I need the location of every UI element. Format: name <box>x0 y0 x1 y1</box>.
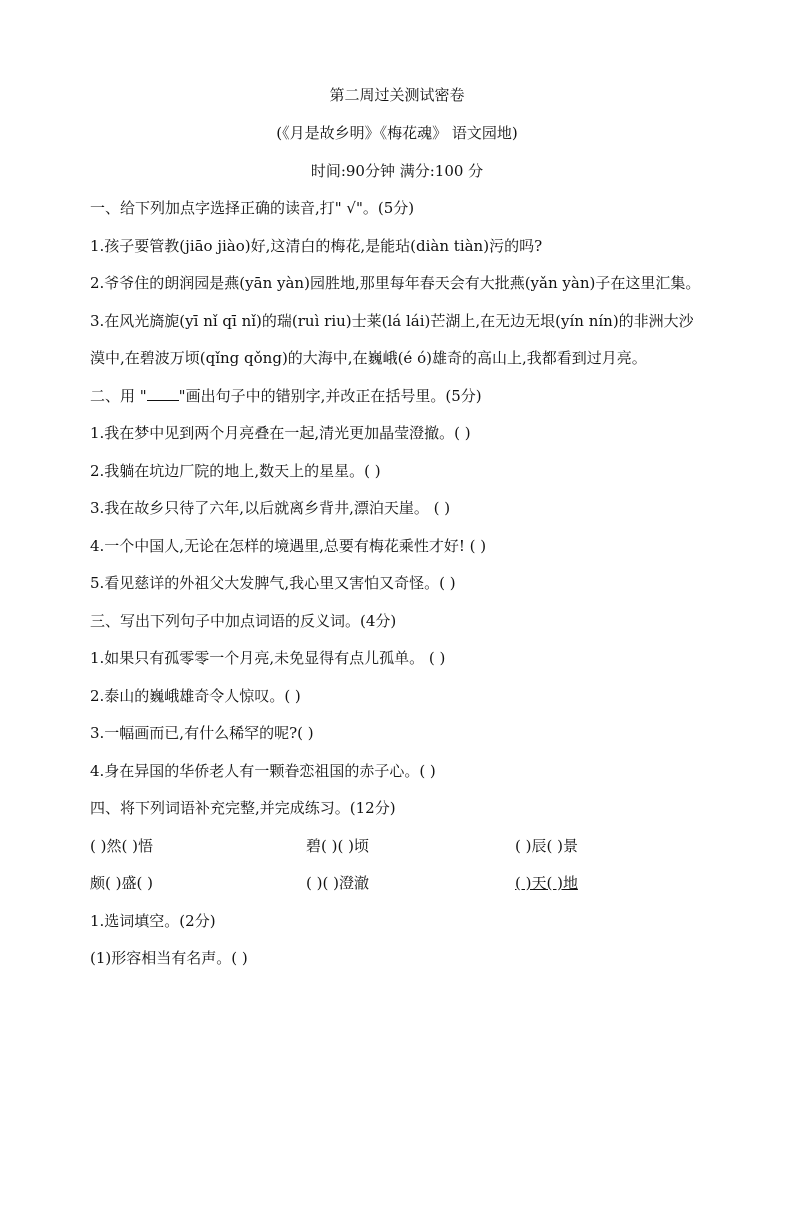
question-1-2: 2.爷爷住的朗润园是燕(yān yàn)园胜地,那里每年春天会有大批燕(yǎn yàn)子在这里汇集。 <box>90 274 701 292</box>
exam-page <box>0 84 794 1207</box>
question-1-3: 3.在风光旖旎(yī nǐ qī nǐ)的瑞(ruì riu)士莱(lá lái)芒湖上,在无边无垠(yín nín)的非洲大沙漠中,在碧波万顷(qǐng qǒng)的大海中,在巍峨(é ó)雄奇的高山上,我都看到过月亮。 <box>90 311 694 367</box>
idiom-blank: ( )天( )地 <box>515 874 578 892</box>
subquestion-4-1-1: (1)形容相当有名声。( ) <box>90 949 248 967</box>
idiom-blank: ( )( )澄澈 <box>306 874 369 892</box>
underline-mark <box>147 386 179 401</box>
question-3-4: 4.身在异国的华侨老人有一颗眷恋祖国的赤子心。( ) <box>90 761 436 780</box>
section-3-heading: 三、写出下列句子中加点词语的反义词。(4分) <box>90 611 397 630</box>
question-3-3: 3.一幅画而已,有什么稀罕的呢?( ) <box>90 724 314 742</box>
question-2-1: 1.我在梦中见到两个月亮叠在一起,清光更加晶莹澄撤。( ) <box>90 424 471 442</box>
page-subtitle: (《月是故乡明》《梅花魂》 语文园地) <box>276 124 518 142</box>
question-2-2: 2.我躺在坑边厂院的地上,数天上的星星。( ) <box>90 461 381 480</box>
idiom-blank: ( )辰( )景 <box>515 836 578 855</box>
section-2-heading: 二、用 " "画出句子中的错别字,并改正在括号里。(5分) <box>90 386 482 405</box>
question-3-1: 1.如果只有孤零零一个月亮,未免显得有点儿孤单。 ( ) <box>90 649 446 667</box>
idiom-row-1 <box>90 828 704 866</box>
idiom-blank: 颇( )盛( ) <box>90 874 153 892</box>
section-3 <box>90 603 704 791</box>
question-1-1: 1.孩子要管教(jiāo jiào)好,这清白的梅花,是能玷(diàn tiàn)污的吗? <box>90 236 543 255</box>
idiom-blank: ( )然( )悟 <box>90 836 153 855</box>
section-1-heading: 一、给下列加点字选择正确的读音,打" √"。(5分) <box>90 199 415 217</box>
section-4 <box>90 790 704 978</box>
question-2-4: 4.一个中国人,无论在怎样的境遇里,总要有梅花乘性才好! ( ) <box>90 536 487 555</box>
idiom-blank: 碧( )( )顷 <box>306 836 369 855</box>
section-2 <box>90 378 704 603</box>
time-score-info: 时间:90分钟 满分:100 分 <box>310 162 484 180</box>
page-title: 第二周过关测试密卷 <box>329 86 465 104</box>
idiom-row-2 <box>90 865 704 903</box>
question-2-3: 3.我在故乡只待了六年,以后就离乡背井,漂泊天崖。 ( ) <box>90 499 451 517</box>
section-1 <box>90 190 704 378</box>
question-2-5: 5.看见慈详的外祖父大发脾气,我心里又害怕又奇怪。( ) <box>90 574 456 592</box>
section-4-heading: 四、将下列词语补充完整,并完成练习。(12分) <box>90 799 396 817</box>
subquestion-4-1: 1.选词填空。(2分) <box>90 911 216 930</box>
question-3-2: 2.泰山的巍峨雄奇令人惊叹。( ) <box>90 686 301 705</box>
